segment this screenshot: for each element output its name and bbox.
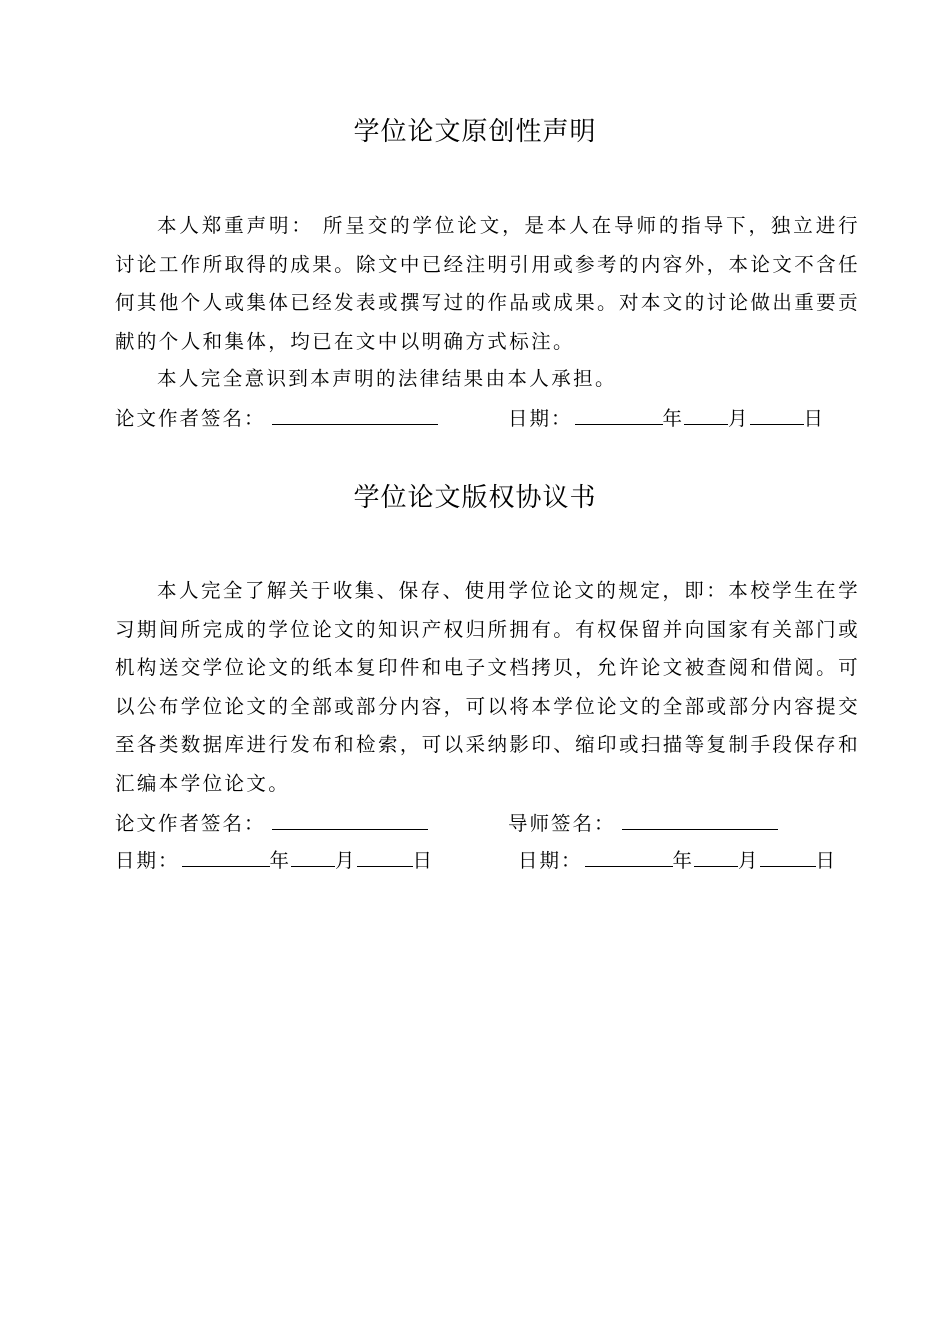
year-label: 年 bbox=[269, 849, 292, 872]
date-label: 日期： bbox=[115, 849, 180, 872]
date-label: 日期： bbox=[508, 407, 573, 430]
month-label: 月 bbox=[335, 849, 357, 872]
declaration-paragraph: 本人郑重声明： 所呈交的学位论文，是本人在导师的指导下，独立进行讨论工作所取得的成果。除文中已经注明引用或参考的内容外，本论文不含任何其他个人或集体已经发表或撰写过的作品或成果。对本文的讨论做出重要贡献的个人和集体，均已在文中以明确方式标注。 bbox=[115, 214, 860, 353]
year-label: 年 bbox=[672, 849, 695, 872]
day-label: 日 bbox=[815, 849, 838, 872]
day-blank[interactable] bbox=[357, 848, 413, 867]
declaration-responsibility-paragraph: 本人完全意识到本声明的法律结果由本人承担。 bbox=[157, 367, 617, 390]
author-signature-label: 论文作者签名： bbox=[115, 812, 266, 835]
declaration-title: 学位论文原创性声明 bbox=[353, 117, 597, 147]
author-signature-label: 论文作者签名： bbox=[115, 407, 266, 430]
day-label: 日 bbox=[412, 849, 435, 872]
month-blank[interactable] bbox=[291, 848, 335, 867]
month-label: 月 bbox=[728, 407, 750, 430]
agreement-title: 学位论文版权协议书 bbox=[353, 483, 597, 513]
year-label: 年 bbox=[662, 407, 685, 430]
month-label: 月 bbox=[738, 849, 760, 872]
day-blank[interactable] bbox=[760, 848, 816, 867]
year-blank[interactable] bbox=[575, 406, 663, 425]
agreement-paragraph: 本人完全了解关于收集、保存、使用学位论文的规定，即：本校学生在学习期间所完成的学位论文的知识产权归所拥有。有权保留并向国家有关部门或机构送交学位论文的纸本复印件和电子文档拷贝，允许论文被查阅和借阅。可以公布学位论文的全部或部分内容，可以将本学位论文的全部或部分内容提交至各类数据库进行发布和检索，可以采纳影印、缩印或扫描等复制手段保存和汇编本学位论文。 bbox=[115, 579, 860, 795]
day-label: 日 bbox=[803, 407, 826, 430]
agreement-author-signature-line bbox=[115, 811, 428, 836]
advisor-signature-label: 导师签名： bbox=[508, 812, 616, 835]
agreement-advisor-signature-line bbox=[508, 811, 778, 836]
date-label: 日期： bbox=[518, 849, 583, 872]
declaration-signature-line bbox=[115, 406, 438, 431]
month-blank[interactable] bbox=[684, 406, 728, 425]
declaration-date-line bbox=[508, 406, 825, 431]
agreement-advisor-date-line bbox=[518, 848, 837, 873]
month-blank[interactable] bbox=[694, 848, 738, 867]
author-signature-blank[interactable] bbox=[272, 811, 428, 830]
day-blank[interactable] bbox=[750, 406, 804, 425]
advisor-signature-blank[interactable] bbox=[622, 811, 778, 830]
agreement-author-date-line bbox=[115, 848, 434, 873]
author-signature-blank[interactable] bbox=[272, 406, 438, 425]
year-blank[interactable] bbox=[182, 848, 270, 867]
year-blank[interactable] bbox=[585, 848, 673, 867]
